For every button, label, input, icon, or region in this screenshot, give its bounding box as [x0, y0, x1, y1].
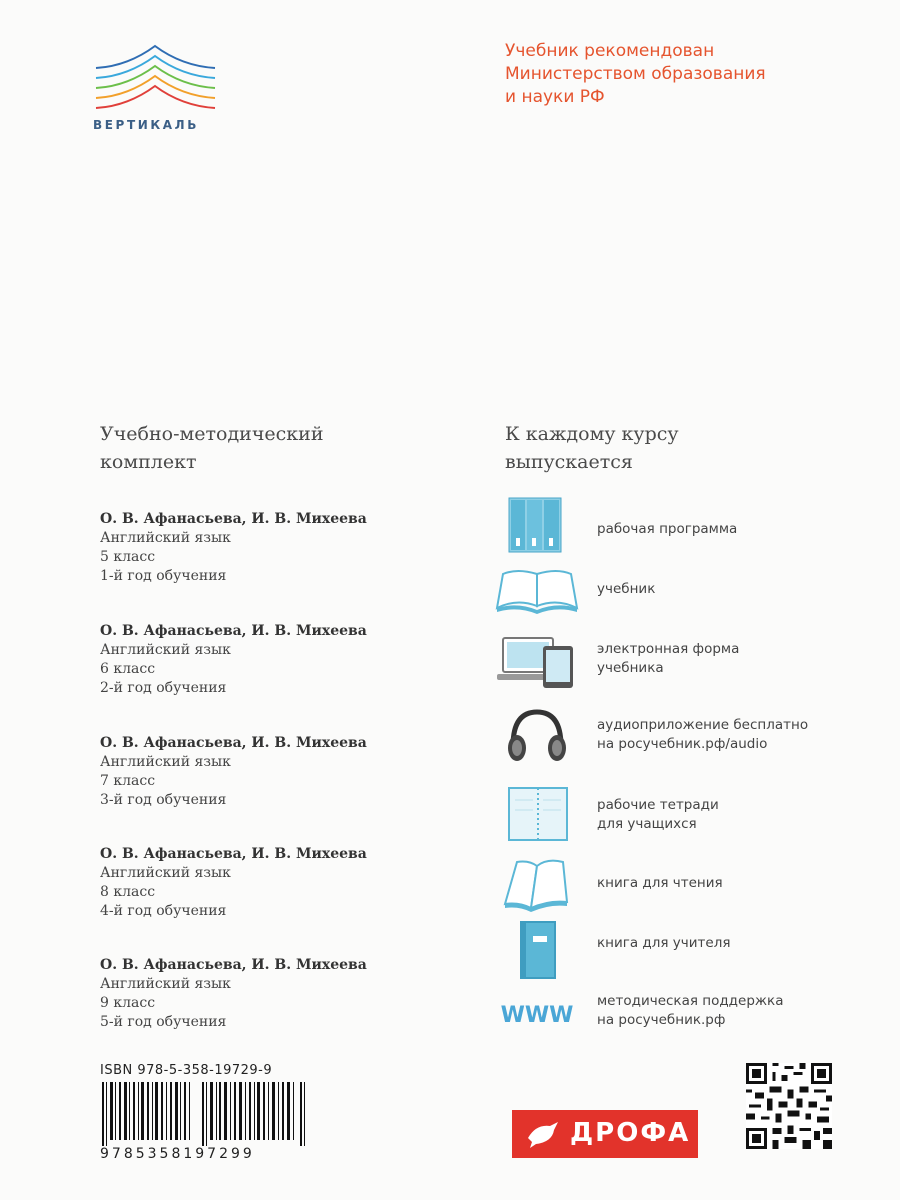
book-subject: Английский язык — [100, 530, 231, 546]
book-year: 1-й год обучения — [100, 568, 227, 584]
publisher-name: ДРОФА — [570, 1118, 691, 1148]
teacher-book-icon — [495, 920, 580, 980]
list-item: электронная форма учебника — [495, 632, 825, 696]
barcode-icon — [100, 1082, 310, 1146]
binders-icon — [495, 496, 580, 556]
book-year: 3-й год обучения — [100, 792, 227, 808]
list-item — [100, 622, 367, 698]
list-item: WWW методическая поддержка на росучебник.рф — [495, 984, 825, 1048]
series-name: ВЕРТИКАЛЬ — [93, 118, 199, 132]
list-item: учебник — [495, 560, 825, 624]
reading-book-icon — [495, 854, 580, 914]
kit-title: Учебно-методический комплект — [100, 423, 324, 473]
book-grade: 5 класс — [100, 549, 156, 565]
www-icon — [495, 984, 580, 1044]
book-subject: Английский язык — [100, 865, 231, 881]
book-grade: 9 класс — [100, 995, 156, 1011]
book-grade: 6 класс — [100, 661, 156, 677]
list-item — [100, 845, 367, 921]
book-subject: Английский язык — [100, 642, 231, 658]
book-subject: Английский язык — [100, 976, 231, 992]
book-authors: О. В. Афанасьева, И. В. Михеева — [100, 623, 367, 639]
list-item: книга для учителя — [495, 920, 825, 984]
list-item: рабочие тетради для учащихся — [495, 784, 825, 848]
barcode-number: 9785358197299 — [100, 1146, 255, 1162]
book-grade: 8 класс — [100, 884, 156, 900]
publisher-logo — [512, 1110, 698, 1158]
devices-icon — [495, 632, 580, 692]
list-item — [100, 956, 367, 1032]
notebook-icon — [495, 784, 580, 844]
book-year: 4-й год обучения — [100, 903, 227, 919]
book-year: 5-й год обучения — [100, 1014, 227, 1030]
bird-icon — [524, 1118, 560, 1150]
book-authors: О. В. Афанасьева, И. В. Михеева — [100, 957, 367, 973]
book-authors: О. В. Афанасьева, И. В. Михеева — [100, 846, 367, 862]
list-item: аудиоприложение бесплатно на росучебник.рф/audio — [495, 706, 825, 770]
book-subject: Английский язык — [100, 754, 231, 770]
vertikal-logo-icon — [88, 40, 223, 115]
book-authors: О. В. Афанасьева, И. В. Михеева — [100, 735, 367, 751]
headphones-icon — [495, 706, 580, 766]
book-authors: О. В. Афанасьева, И. В. Михеева — [100, 511, 367, 527]
svg-text:WWW: WWW — [500, 1003, 574, 1028]
isbn-text: ISBN 978-5-358-19729-9 — [100, 1063, 273, 1078]
qr-code-icon — [746, 1063, 832, 1149]
book-grade: 7 класс — [100, 773, 156, 789]
book-year: 2-й год обучения — [100, 680, 227, 696]
list-item: рабочая программа — [495, 496, 825, 560]
course-title: К каждому курсу выпускается — [505, 423, 679, 473]
recommendation-note: Учебник рекомендован Министерством образования и науки РФ — [505, 41, 766, 107]
list-item: книга для чтения — [495, 854, 825, 918]
list-item — [100, 734, 367, 810]
list-item — [100, 510, 367, 586]
open-book-icon — [495, 560, 580, 620]
